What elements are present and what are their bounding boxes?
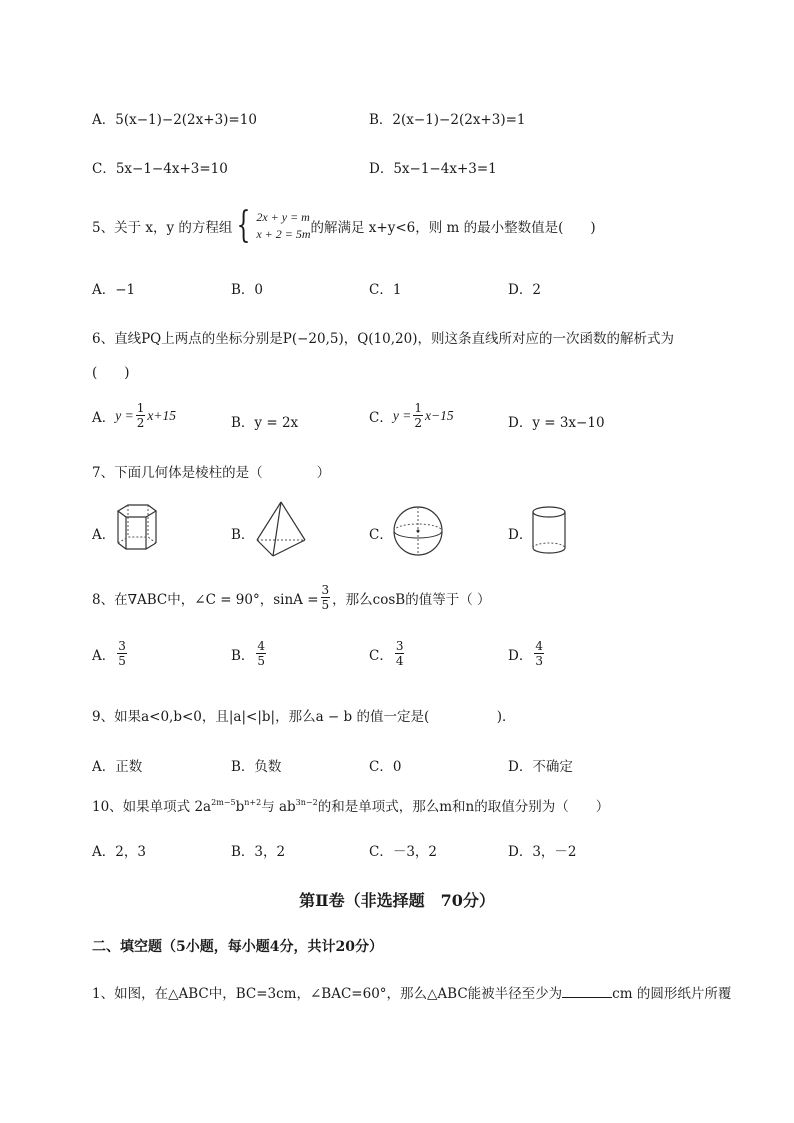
q5-option-a: A．−1 <box>92 282 136 298</box>
answer-blank[interactable] <box>562 985 612 998</box>
q5-eq2: x + 2 = 5m <box>256 227 311 241</box>
q6-option-d: D．y = 3x−10 <box>508 415 605 431</box>
q10-option-a: A．2，3 <box>92 844 146 860</box>
q8-option-b: B． $\frac{4}{5}$ <box>231 639 266 668</box>
q7-label-d: D． <box>508 527 533 543</box>
q10-option-d: D．3，－2 <box>508 844 577 860</box>
q10-option-b: B．3，2 <box>231 844 286 860</box>
q4-option-b: B．2(x−1)−2(2x+3)=1 <box>369 112 526 128</box>
q6-option-a: A． y = $\frac{1}{2}$ x+15 <box>92 401 176 430</box>
q9-option-b: B．负数 <box>231 759 282 775</box>
q9-option-c: C．0 <box>369 759 402 775</box>
q8-option-d: D． $\frac{4}{3}$ <box>508 639 543 668</box>
q4-option-c: C．5x−1−4x+3=10 <box>92 161 228 177</box>
q7-label-b: B． <box>231 527 255 543</box>
question-8: 8、在∇ABC中，∠C = 90°，sinA = $\frac{3}{5}$ ，那么cosB的值等于（ ） <box>92 583 491 612</box>
q6-text: 6、直线PQ上两点的坐标分别是P(−20,5)，Q(10,20)，则这条直线所对应的一次函数的解析式为 <box>92 331 674 347</box>
sphere-icon <box>392 505 444 557</box>
q6-option-c: C． y = $\frac{1}{2}$ x−15 <box>369 401 454 430</box>
fraction: $\frac{1}{2}$ <box>136 401 145 430</box>
q8-option-c: C． $\frac{3}{4}$ <box>369 639 404 668</box>
brace-icon: { <box>237 205 251 246</box>
q9-option-a: A．正数 <box>92 759 143 775</box>
q4-option-a: A．5(x−1)−2(2x+3)=10 <box>92 112 257 128</box>
fill-section-title: 二、填空题（5小题，每小题4分，共计20分） <box>92 939 383 955</box>
fraction: $\frac{3}{5}$ <box>321 583 330 612</box>
q5-suffix: 的解满足 x+y<6，则 m 的最小整数值是( ) <box>310 220 596 236</box>
q5-option-b: B．0 <box>231 282 264 298</box>
q6-paren: ( ) <box>92 365 130 381</box>
q7-text: 7、下面几何体是棱柱的是（ ） <box>92 465 331 481</box>
question-10: 10、如果单项式 $2a^{2m-5}b^{n+2}$与 $ab^{3n-2}$的和是单项式，那么m和n的取值分别为（ ） <box>92 798 610 815</box>
hexagonal-prism-icon <box>112 503 160 555</box>
q7-label-c: C． <box>369 527 393 543</box>
q10-option-c: C．－3，2 <box>369 844 438 860</box>
q5-equation-system <box>232 205 311 246</box>
q4-option-d: D．5x−1−4x+3=1 <box>369 161 497 177</box>
pyramid-icon <box>253 500 309 560</box>
q5-option-c: C．1 <box>369 282 402 298</box>
fraction: $\frac{1}{2}$ <box>414 401 422 430</box>
cylinder-icon <box>530 505 568 555</box>
fill-question-1: 1、如图，在△ABC中，BC=3cm，∠BAC=60°，那么△ABC能被半径至少为 cm 的圆形纸片所覆 <box>92 986 732 1002</box>
q7-label-a: A． <box>92 527 116 543</box>
q5-prefix: 5、关于 x，y 的方程组 <box>92 220 233 236</box>
q5-eq1: 2x + y = m <box>256 210 310 224</box>
q8-option-a: A． $\frac{3}{5}$ <box>92 639 126 668</box>
question-5 <box>92 205 596 246</box>
q6-option-b: B．y = 2x <box>231 415 299 431</box>
q9-option-d: D．不确定 <box>508 759 573 775</box>
q9-text: 9、如果a<0,b<0，且|a|<|b|，那么a − b 的值一定是( )． <box>92 709 516 725</box>
q5-option-d: D．2 <box>508 282 541 298</box>
part-2-title: 第Ⅱ卷（非选择题 70分） <box>299 891 495 910</box>
